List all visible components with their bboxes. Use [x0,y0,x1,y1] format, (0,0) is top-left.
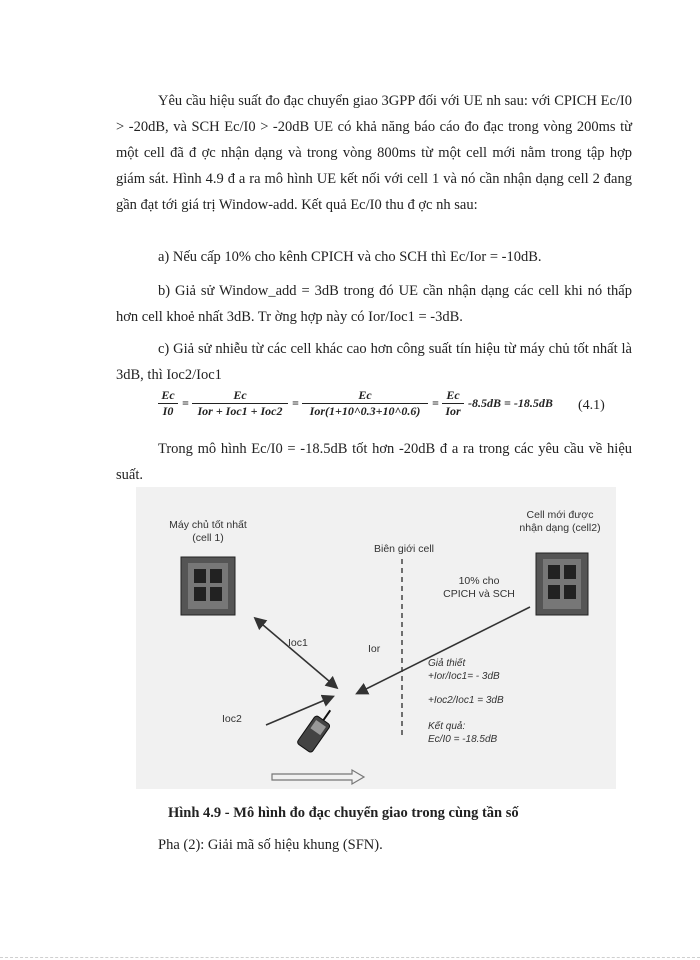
fraction-1: $\frac{Ec}{I0}$ [158,388,178,419]
server-cell2-icon [536,553,588,615]
assumption-2: +Ioc2/Ioc1 = 3dB [428,695,504,706]
item-b: b) Giả sử Window_add = 3dB trong đó UE cần nhận dạng các cell khi nó thấp hơn cell khoẻ nhất 3dB. Tr ờng hợp này có Ior/Ioc1 = -3dB. [116,283,632,325]
equation-number: (4.1) [578,398,605,413]
new-cell-label: Cell mới được nhận dạng (cell2) [519,509,601,534]
ioc2-label: Ioc2 [222,713,242,725]
figure-caption: Hình 4.9 - Mô hình đo đạc chuyển giao trong cùng tần số [168,805,519,821]
mobile-phone-icon [296,705,337,753]
figure-4-9 [136,487,616,789]
ioc1-label: Ioc1 [288,637,308,649]
paragraph-intro: Yêu cầu hiệu suất đo đạc chuyển giao 3GPP đối với UE nh sau: với CPICH Ec/I0 > -20dB, và SCH Ec/I0 > -20dB UE có khả năng báo cáo đo đạc trong vòng 200ms từ một cell đã đ ợc nhận dạng và trong vòng 800ms từ một cell mới nằm trong tập hợp giám sát. Hình 4.9 đ a ra mô hình UE kết nối với cell 1 và nó cần nhận dạng cell 2 đang gần đạt tới giá trị Window-add. Kết quả Ec/I0 thu đ ợc nh sau: [116,93,632,213]
assumption-1: +Ior/Ioc1= - 3dB [428,671,500,682]
allocation-label: 10% cho CPICH và SCH [443,575,515,600]
server-cell1-icon [181,557,235,615]
result-value: Ec/I0 = -18.5dB [428,734,498,745]
server-cell1-label: Máy chủ tốt nhất (cell 1) [169,519,247,544]
item-c: c) Giả sử nhiễu từ các cell khác cao hơn công suất tín hiệu từ máy chủ tốt nhất là 3dB, thì Ioc2/Ioc1 [116,341,632,383]
cell-boundary-label: Biên giới cell [374,543,434,555]
fraction-4: Ec Ior [442,388,464,419]
ioc1-arrow [256,619,336,687]
fraction-2: Ec Ior + Ioc1 + Ioc2 [192,388,288,419]
phase-line: Pha (2): Giải mã số hiệu khung (SFN). [158,837,383,853]
equation-result: -8.5dB = -18.5dB [468,396,553,410]
paragraph-conclusion: Trong mô hình Ec/I0 = -18.5dB tốt hơn -20dB đ a ra trong các yêu cầu về hiệu suất. [116,441,632,483]
assumption-title: Giả thiết [428,658,466,669]
item-a: a) Nếu cấp 10% cho kênh CPICH và cho SCH thì Ec/Ior = -10dB. [158,249,542,265]
equals-sign: = [432,396,439,410]
equals-sign: = [182,396,189,410]
equation-4-1 [158,388,553,430]
equals-sign: = [292,396,299,410]
movement-arrow-icon [272,770,364,784]
fraction-3: Ec Ior(1+10^0.3+10^0.6) [302,388,428,419]
result-title: Kết quả: [428,721,466,732]
page-bottom-rule [0,957,700,958]
ior-label: Ior [368,643,381,655]
